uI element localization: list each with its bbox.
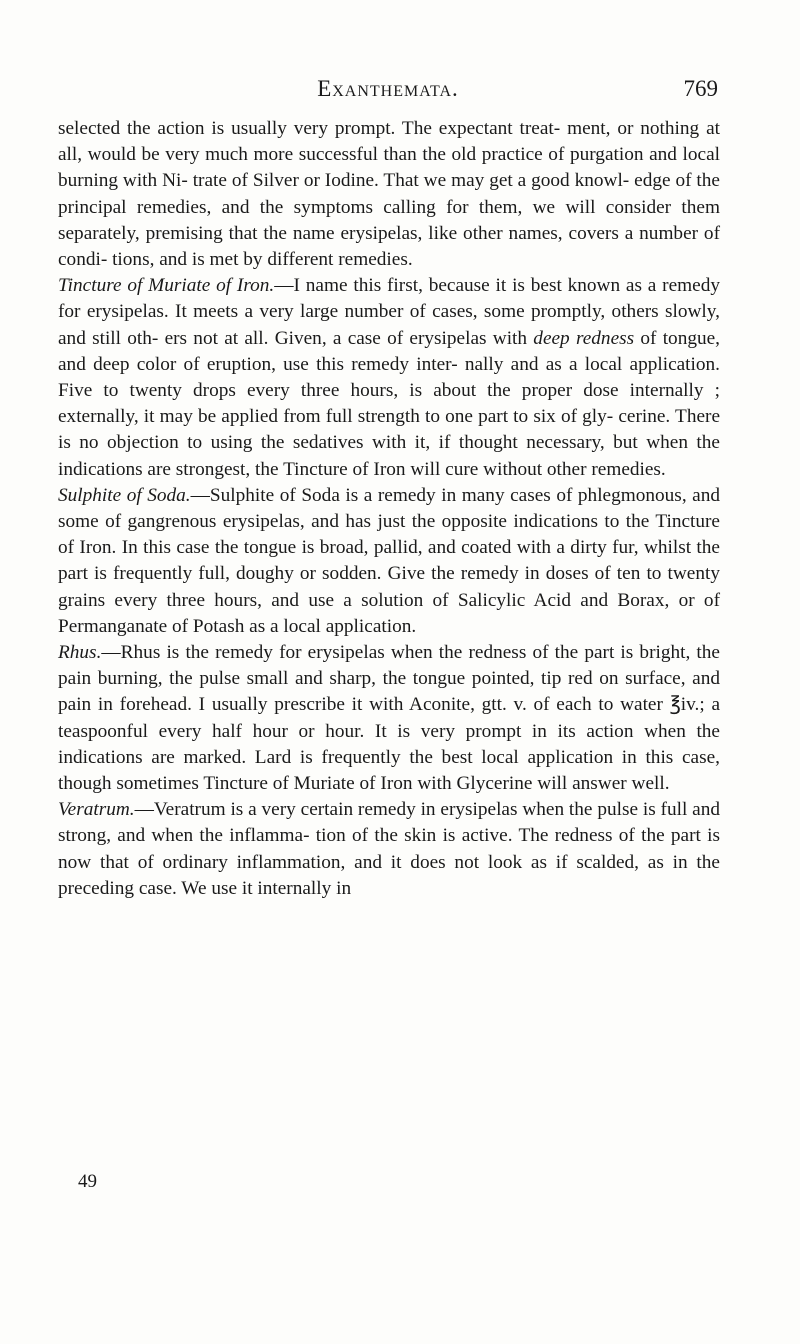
intro-text: selected the action is usually very prompt. The expectant treat- ment, or nothing at all, would be very much more successful than the old practice of purgation and local burning with Ni- trate of Silver or Iodine. That we may get a good knowl- edge of the principal remedies, and the symptoms calling for them, we will consider them separately, premising that the name erysipelas, like other names, covers a number of condi- tions, and is met by different remedies. [58,118,720,271]
entry-title-iron: Tincture of Muriate of Iron. [58,275,275,297]
rhus-text: —Rhus is the remedy for erysipelas when the redness of the part is bright, the pain burning, the pulse small and sharp, the tongue pointed, tip red on surface, and pain in forehead. I usually prescribe it with Aconite, gtt. v. of each to water ℥iv.; a teaspoonful every half hour or hour. It is very prompt in its action when the indications are marked. Lard is frequently the best local application in this case, though sometimes Tincture of Muriate of Iron with Glycerine will answer well. [58,642,720,795]
paragraph-intro [58,116,720,273]
entry-title-rhus: Rhus. [58,642,102,664]
running-head: Exanthemata. [317,76,459,101]
iron-text-a: —I name this first, because it is best known as a remedy for erysipelas. It meets a very large number of cases, some promptly, others slowly, and still oth- ers not at all. Given, a case of erysipelas with [58,275,720,349]
iron-emphasis: deep redness [533,327,635,349]
paragraph-veratrum [58,797,720,902]
paragraph-rhus [58,640,720,797]
entry-title-veratrum: Veratrum. [58,799,135,821]
veratrum-text: —Veratrum is a very certain remedy in erysipelas when the pulse is full and strong, and when the inflamma- tion of the skin is active. The redness of the part is now that of ordinary inflammation, and it does not look as if scalded, as in the preceding case. We use it internally in [58,799,720,899]
entry-title-soda: Sulphite of Soda. [58,484,191,506]
paragraph-sulphite-soda [58,483,720,640]
page-number: 769 [683,76,718,101]
page-header [58,76,718,106]
signature-mark: 49 [78,1171,97,1192]
paragraph-tincture-iron [58,273,720,483]
soda-text: —Sulphite of Soda is a remedy in many cases of phlegmonous, and some of gangrenous erysipelas, and has just the opposite indications to the Tincture of Iron. In this case the tongue is broad, pallid, and coated with a dirty fur, whilst the part is frequently full, doughy or sodden. Give the remedy in doses of ten to twenty grains every three hours, and use a solution of Salicylic Acid and Borax, or of Permanganate of Potash as a local application. [58,484,721,637]
body-text [58,116,720,902]
iron-text-b: of tongue, and deep color of eruption, use this remedy inter- nally and as a local application. Five to twenty drops every three hours, is about the proper dose internally ; externally, it may be applied from full strength to one part to six of gly- cerine. There is no objection to using the sedatives with it, if thought necessary, but when the indications are strongest, the Tincture of Iron will cure without other remedies. [58,327,720,480]
